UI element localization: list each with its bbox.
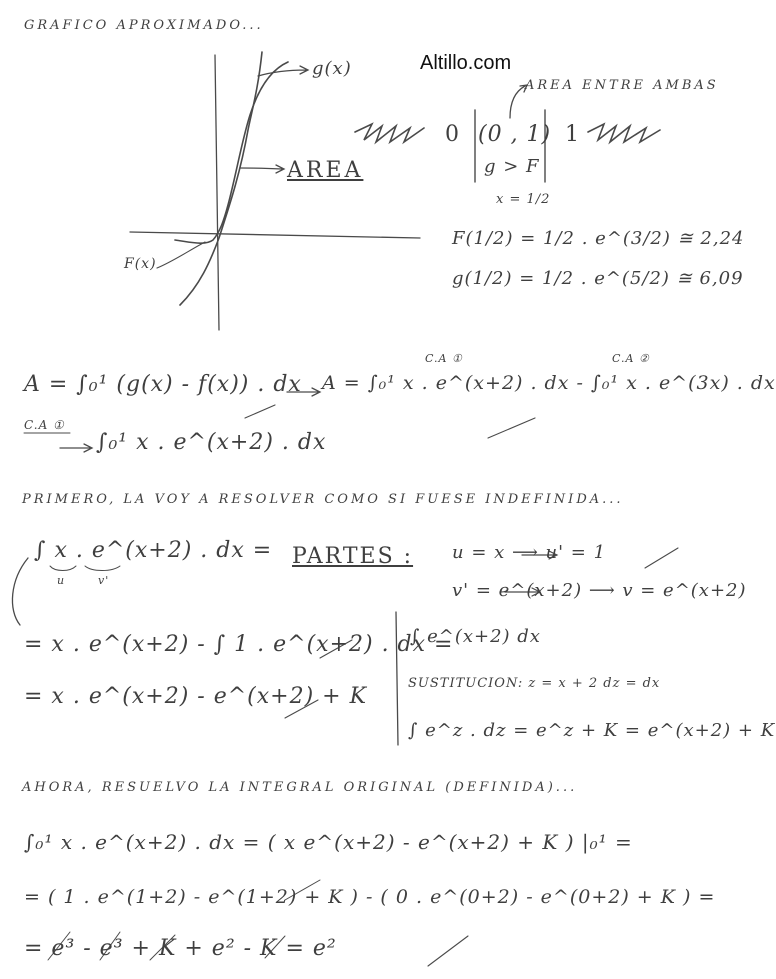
v-mark: v' xyxy=(98,574,110,587)
ca1-tag: C.A ① xyxy=(24,418,65,432)
ca1-tag-top: C.A ① xyxy=(425,352,463,365)
definite-intro: AHORA, RESUELVO LA INTEGRAL ORIGINAL (DEFINIDA)... xyxy=(22,780,578,795)
condition: g > F xyxy=(484,156,540,177)
side-integral: ∫ e^(x+2) dx xyxy=(410,626,541,647)
curve-g xyxy=(180,52,262,305)
arrow-area xyxy=(240,165,284,173)
pointer-f xyxy=(157,242,205,268)
x-value: x = 1/2 xyxy=(496,192,551,207)
step1: = x . e^(x+2) - ∫ 1 . e^(x+2) . dx = xyxy=(24,632,454,657)
side-result: ∫ e^z . dz = e^z + K = e^(x+2) + K xyxy=(408,720,776,741)
watermark: Altillo.com xyxy=(420,52,512,74)
ca2-tag: C.A ② xyxy=(612,352,650,365)
indefinite-integral: ∫ x . e^(x+2) . dx = xyxy=(34,538,273,563)
interval-left: 0 xyxy=(445,122,460,147)
scribble-right xyxy=(588,124,660,142)
substitution: SUSTITUCION: z = x + 2 dz = dx xyxy=(408,676,661,691)
parts-label: PARTES : xyxy=(292,544,414,569)
left-brace xyxy=(12,558,28,625)
u-mark: u xyxy=(57,574,66,587)
area-definition: A = ∫₀¹ (g(x) - f(x)) . dx xyxy=(24,372,302,397)
definite-line3: = e³ - e³ + K + e² - K = e² xyxy=(24,936,337,961)
arrow-g xyxy=(258,66,308,76)
u-line: u = x ⟶ u' = 1 xyxy=(452,542,607,563)
definite-line1: ∫₀¹ x . e^(x+2) . dx = ( x e^(x+2) - e^(x+2) + K ) |₀¹ = xyxy=(24,830,633,854)
graph-y-axis xyxy=(215,55,219,330)
step2: = x . e^(x+2) - e^(x+2) + K xyxy=(24,684,368,709)
interval-right: 1 xyxy=(565,122,580,147)
interval: (0 , 1) xyxy=(478,122,552,147)
g-eval: g(1/2) = 1/2 . e^(5/2) ≅ 6,09 xyxy=(452,268,744,289)
ca1-integral: ∫₀¹ x . e^(x+2) . dx xyxy=(96,430,327,455)
f-eval: F(1/2) = 1/2 . e^(3/2) ≅ 2,24 xyxy=(452,228,745,249)
v-line: v' = e^(x+2) ⟶ v = e^(x+2) xyxy=(452,580,747,601)
scribble-left xyxy=(355,124,424,142)
curve-f xyxy=(175,62,288,243)
definite-line2: = ( 1 . e^(1+2) - e^(1+2) + K ) - ( 0 . e^(0+2) - e^(0+2) + K ) = xyxy=(24,886,716,908)
area-heading: AREA ENTRE AMBAS xyxy=(525,78,719,93)
area-split: A = ∫₀¹ x . e^(x+2) . dx - ∫₀¹ x . e^(3x) . dx xyxy=(322,372,776,394)
graph-title: GRAFICO APROXIMADO... xyxy=(24,18,264,33)
indefinite-intro: PRIMERO, LA VOY A RESOLVER COMO SI FUESE INDEFINIDA... xyxy=(22,492,624,507)
label-area: AREA xyxy=(287,158,364,183)
label-g: g(x) xyxy=(312,58,352,79)
label-f: F(x) xyxy=(124,256,157,272)
graph-x-axis xyxy=(130,232,420,238)
